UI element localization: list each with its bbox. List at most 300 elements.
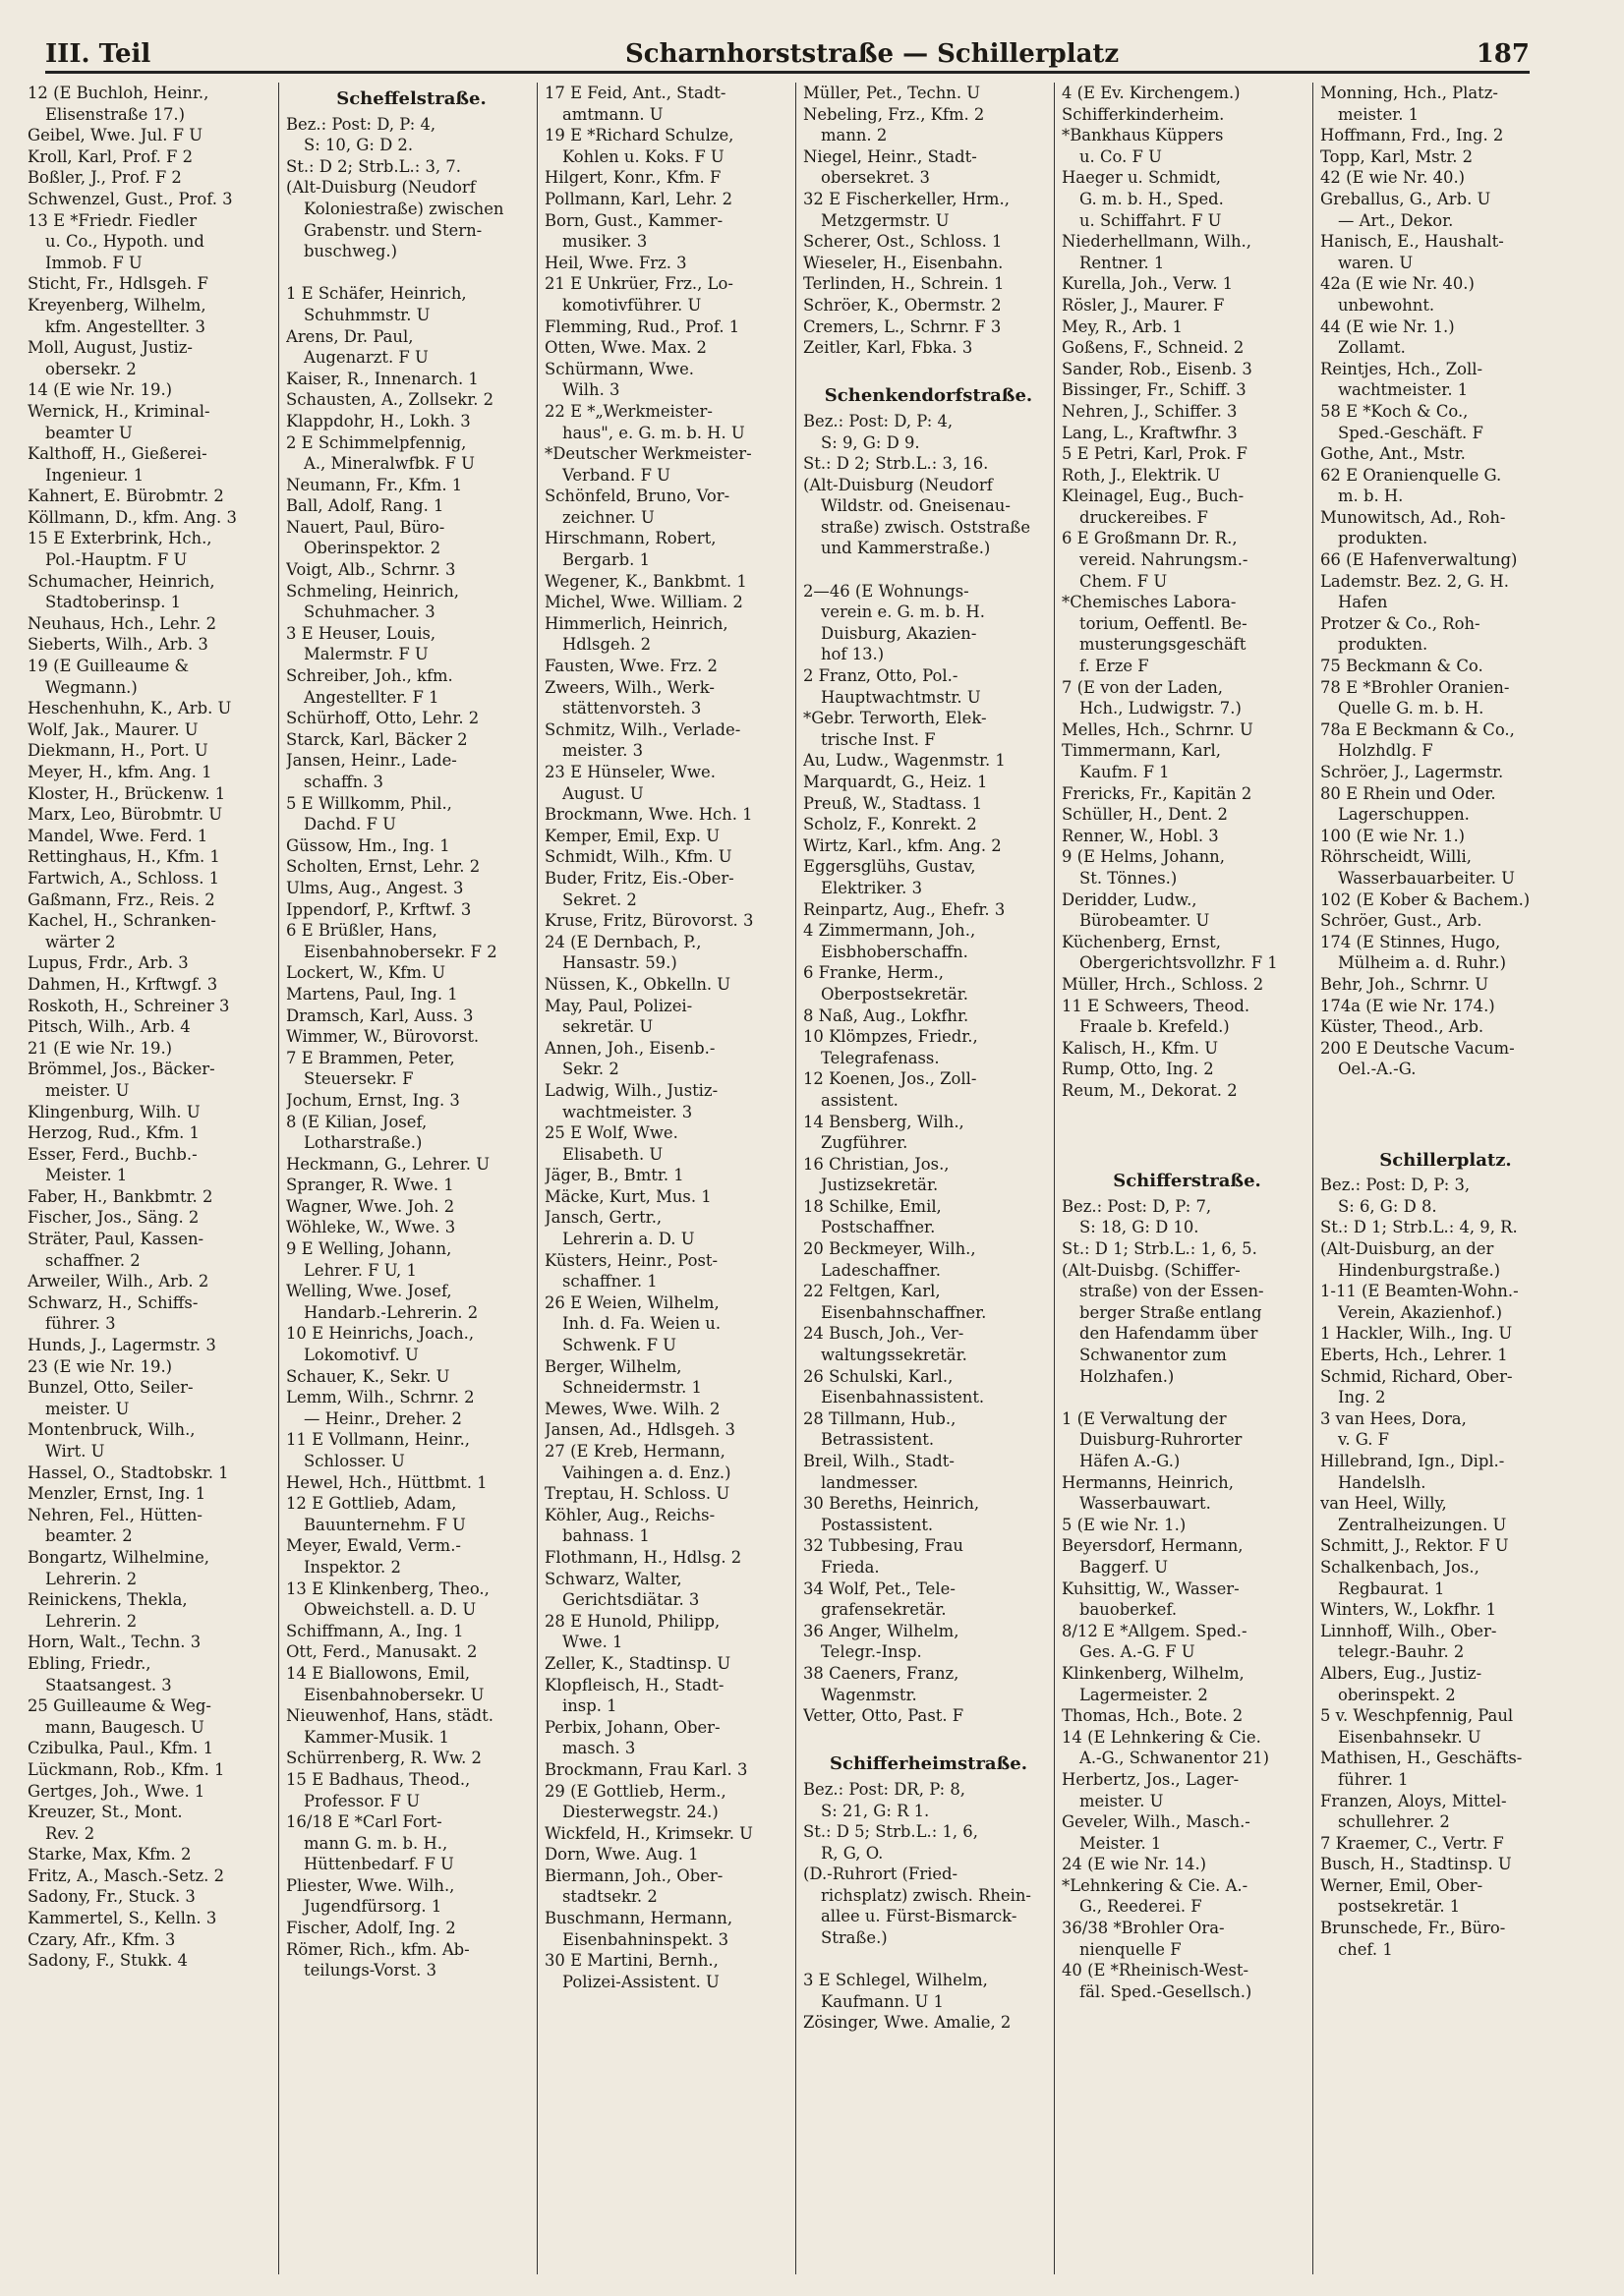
- directory-entry: *Bankhaus Küppers: [1062, 126, 1224, 145]
- directory-entry: Schreiber, Joh., kfm.: [286, 666, 453, 686]
- entry-continuation: Professor. F U: [304, 1791, 421, 1810]
- directory-entry: [1062, 1387, 1312, 1408]
- directory-entry: Mathisen, H., Geschäfts-: [1320, 1749, 1523, 1768]
- entry-continuation: Lehrerin. 2: [45, 1611, 138, 1631]
- directory-entry: Schmid, Richard, Ober-: [1320, 1366, 1513, 1386]
- directory-entry: Jochum, Ernst, Ing. 3: [286, 1090, 460, 1110]
- column-1: [28, 83, 279, 2274]
- directory-entry: Deridder, Ludw.,: [1062, 890, 1197, 909]
- entry-continuation: S: 6, G: D 8.: [1338, 1196, 1437, 1216]
- directory-entry: Kaiser, R., Innenarch. 1: [286, 369, 479, 388]
- entry-continuation: Fraale b. Krefeld.): [1079, 1017, 1230, 1037]
- directory-entry: 25 Guilleaume & Weg-: [28, 1696, 211, 1716]
- directory-entry: [803, 359, 1054, 380]
- directory-entry: 12 E Gottlieb, Adam,: [286, 1494, 457, 1514]
- directory-entry: Esser, Ferd., Buchb.-: [28, 1144, 198, 1164]
- entry-continuation: meister. U: [45, 1399, 130, 1418]
- directory-entry: *Chemisches Labora-: [1062, 593, 1237, 612]
- directory-entry: St.: D 2; Strb.L.: 3, 7.: [286, 156, 461, 176]
- entry-continuation: Zentralheizungen. U: [1338, 1515, 1507, 1534]
- directory-entry: Gothe, Ant., Mstr.: [1320, 444, 1466, 464]
- directory-entry: Köhler, Aug., Reichs-: [545, 1505, 716, 1524]
- entry-continuation: Kaufm. F 1: [1079, 763, 1170, 781]
- directory-entry: 7 (E von der Laden,: [1062, 677, 1223, 697]
- directory-entry: 6 E Großmann Dr. R.,: [1062, 529, 1238, 548]
- entry-continuation: wachtmeister. 3: [562, 1102, 693, 1121]
- entry-continuation: Schwanentor zum: [1079, 1346, 1227, 1365]
- directory-entry: Schürhoff, Otto, Lehr. 2: [286, 709, 480, 728]
- directory-entry: Herzog, Rud., Kfm. 1: [28, 1123, 200, 1143]
- entry-continuation: Chem. F U: [1079, 571, 1168, 591]
- entry-continuation: Wilh. 3: [562, 380, 620, 400]
- directory-entry: 2 E Schimmelpfennig,: [286, 432, 467, 452]
- entry-continuation: landmesser.: [821, 1472, 919, 1492]
- entry-continuation: Inspektor. 2: [304, 1557, 401, 1577]
- entry-continuation: G. m. b. H., Sped.: [1079, 189, 1224, 208]
- directory-entry: (Alt-Duisbg. (Schiffer-: [1062, 1260, 1241, 1280]
- directory-entry: 27 (E Kreb, Hermann,: [545, 1442, 725, 1461]
- directory-entry: Schmitz, Wilh., Verlade-: [545, 719, 741, 739]
- directory-entry: 78a E Beckmann & Co.,: [1320, 719, 1515, 739]
- directory-entry: Schauer, K., Sekr. U: [286, 1366, 450, 1386]
- entry-continuation: telegr.-Bauhr. 2: [1338, 1642, 1465, 1662]
- directory-entry: Starke, Max, Kfm. 2: [28, 1845, 192, 1865]
- entry-continuation: stadtsekr. 2: [562, 1887, 658, 1907]
- entry-continuation: Wirt. U: [45, 1442, 105, 1461]
- directory-entry: Lockert, W., Kfm. U: [286, 963, 446, 983]
- directory-entry: 36 Anger, Wilhelm,: [803, 1621, 959, 1640]
- entry-continuation: Inh. d. Fa. Weien u.: [562, 1314, 722, 1334]
- directory-entry: Martens, Paul, Ing. 1: [286, 984, 458, 1004]
- entry-continuation: Elisabeth. U: [562, 1144, 664, 1164]
- entry-continuation: Ges. A.-G. F U: [1079, 1642, 1195, 1662]
- entry-continuation: wachtmeister. 1: [1338, 380, 1469, 400]
- directory-entry: Mey, R., Arb. 1: [1062, 316, 1183, 336]
- entry-continuation: oberinspekt. 2: [1338, 1685, 1456, 1704]
- entry-continuation: Quelle G. m. b. H.: [1338, 699, 1484, 718]
- directory-entry: 13 E Klinkenberg, Theo.,: [286, 1578, 490, 1598]
- entry-continuation: — Heinr., Dreher. 2: [304, 1408, 462, 1428]
- entry-continuation: Ing. 2: [1338, 1388, 1386, 1407]
- directory-entry: 9 (E Helms, Johann,: [1062, 847, 1225, 867]
- directory-entry: Diekmann, H., Port. U: [28, 741, 208, 761]
- entry-continuation: obersekr. 2: [45, 359, 137, 378]
- entry-continuation: straße) von der Essen-: [1079, 1282, 1264, 1301]
- directory-entry: 4 (E Ev. Kirchengem.): [1062, 84, 1241, 102]
- directory-entry: Kloster, H., Brückenw. 1: [28, 783, 226, 803]
- directory-entry: Niegel, Heinr., Stadt-: [803, 146, 977, 166]
- entry-continuation: vereid. Nahrungsm.-: [1079, 550, 1248, 570]
- directory-entry: Kroll, Karl, Prof. F 2: [28, 146, 194, 166]
- directory-entry: Jansen, Ad., Hdlsgeh. 3: [545, 1420, 735, 1440]
- directory-entry: 28 E Hunold, Philipp,: [545, 1611, 721, 1631]
- directory-entry: Marx, Leo, Bürobmtr. U: [28, 805, 223, 825]
- directory-entry: 14 E Biallowons, Emil,: [286, 1663, 471, 1683]
- entry-continuation: hof 13.): [821, 645, 885, 664]
- entry-continuation: f. Erze F: [1079, 657, 1149, 676]
- directory-entry: Brunschede, Fr., Büro-: [1320, 1919, 1506, 1938]
- directory-entry: Klopfleisch, H., Stadt-: [545, 1675, 725, 1694]
- directory-entry: Arweiler, Wilh., Arb. 2: [28, 1272, 209, 1292]
- directory-entry: Fischer, Jos., Säng. 2: [28, 1208, 200, 1228]
- directory-entry: Menzler, Ernst, Ing. 1: [28, 1484, 206, 1504]
- directory-entry: Scherer, Ost., Schloss. 1: [803, 232, 1003, 252]
- directory-entry: Kemper, Emil, Exp. U: [545, 826, 721, 845]
- directory-entry: Heschenhuhn, K., Arb. U: [28, 699, 232, 718]
- directory-entry: 29 (E Gottlieb, Herm.,: [545, 1781, 726, 1801]
- entry-continuation: Lagermeister. 2: [1079, 1685, 1208, 1704]
- directory-entry: Winters, W., Lokfhr. 1: [1320, 1600, 1497, 1620]
- directory-entry: 62 E Oranienquelle G.: [1320, 465, 1502, 485]
- directory-entry: Werner, Emil, Ober-: [1320, 1875, 1483, 1895]
- entry-continuation: Pol.-Hauptm. F U: [45, 550, 188, 570]
- entry-continuation: beamter U: [45, 423, 133, 442]
- entry-continuation: Mülheim a. d. Ruhr.): [1338, 953, 1507, 973]
- entry-continuation: musiker. 3: [562, 232, 648, 252]
- directory-entry: Boßler, J., Prof. F 2: [28, 168, 182, 188]
- entry-continuation: m. b. H.: [1338, 487, 1404, 506]
- directory-entry: 7 Kraemer, C., Vertr. F: [1320, 1833, 1504, 1853]
- directory-entry: Mewes, Wwe. Wilh. 2: [545, 1399, 721, 1418]
- directory-entry: Munowitsch, Ad., Roh-: [1320, 507, 1506, 527]
- directory-entry: 12 Koenen, Jos., Zoll-: [803, 1069, 977, 1089]
- directory-entry: Schürmann, Wwe.: [545, 359, 694, 378]
- entry-continuation: schaffn. 3: [304, 773, 383, 791]
- directory-entry: 32 Tubbesing, Frau: [803, 1536, 963, 1556]
- directory-entry: Gertges, Joh., Wwe. 1: [28, 1781, 205, 1801]
- directory-entry: 174a (E wie Nr. 174.): [1320, 996, 1495, 1015]
- directory-entry: Goßens, F., Schneid. 2: [1062, 338, 1245, 358]
- directory-entry: Meyer, Ewald, Verm.-: [286, 1536, 461, 1556]
- directory-entry: 1 E Schäfer, Heinrich,: [286, 284, 467, 304]
- directory-entry: Küsters, Heinr., Post-: [545, 1250, 719, 1270]
- directory-entry: Heil, Wwe. Frz. 3: [545, 253, 687, 272]
- entry-continuation: S: 10, G: D 2.: [304, 136, 414, 155]
- directory-entry: *Deutscher Werkmeister-: [545, 444, 752, 464]
- directory-entry: Born, Gust., Kammer-: [545, 210, 724, 230]
- entry-continuation: musterungsgeschäft: [1079, 635, 1247, 655]
- directory-entry: Eberts, Hch., Lehrer. 1: [1320, 1346, 1508, 1365]
- entry-continuation: Sekr. 2: [562, 1060, 619, 1079]
- directory-entry: Roth, J., Elektrik. U: [1062, 465, 1221, 485]
- directory-entry: Buder, Fritz, Eis.-Ober-: [545, 868, 734, 888]
- directory-entry: 11 E Vollmann, Heinr.,: [286, 1430, 471, 1450]
- directory-entry: Linnhoff, Wilh., Ober-: [1320, 1621, 1497, 1640]
- entry-continuation: meister. 3: [562, 741, 644, 761]
- directory-entry: Greballus, G., Arb. U: [1320, 189, 1491, 208]
- directory-entry: 100 (E wie Nr. 1.): [1320, 826, 1466, 845]
- directory-entry: Lemm, Wilh., Schrnr. 2: [286, 1388, 475, 1407]
- entry-continuation: Oberpostsekretär.: [821, 984, 969, 1004]
- directory-entry: St.: D 1; Strb.L.: 4, 9, R.: [1320, 1218, 1518, 1237]
- directory-entry: 3 van Hees, Dora,: [1320, 1408, 1467, 1428]
- entry-continuation: Meister. 1: [1079, 1833, 1162, 1853]
- directory-entry: Klinkenberg, Wilhelm,: [1062, 1663, 1245, 1683]
- entry-continuation: torium, Oeffentl. Be-: [1079, 613, 1247, 633]
- entry-continuation: trische Inst. F: [821, 729, 936, 749]
- entry-continuation: mann G. m. b. H.,: [304, 1833, 448, 1853]
- directory-entry: Niederhellmann, Wilh.,: [1062, 232, 1251, 252]
- directory-entry: 17 E Feid, Ant., Stadt-: [545, 84, 726, 102]
- directory-entry: Schmeling, Heinrich,: [286, 581, 459, 601]
- directory-entry: 6 E Brüßler, Hans,: [286, 921, 437, 941]
- directory-entry: Preuß, W., Stadtass. 1: [803, 793, 983, 813]
- directory-entry: Kurella, Joh., Verw. 1: [1062, 274, 1234, 294]
- entry-continuation: nienquelle F: [1079, 1939, 1182, 1959]
- directory-entry: Hirschmann, Robert,: [545, 529, 717, 548]
- entry-continuation: Lotharstraße.): [304, 1133, 423, 1153]
- directory-entry: 23 E Hünseler, Wwe.: [545, 763, 716, 781]
- directory-entry: 4 Zimmermann, Joh.,: [803, 921, 976, 941]
- directory-entry: Cremers, L., Schrnr. F 3: [803, 316, 1002, 336]
- directory-entry: Schröer, K., Obermstr. 2: [803, 295, 1002, 315]
- directory-entry: Bez.: Post: D, P: 3,: [1320, 1176, 1471, 1195]
- entry-continuation: Meister. 1: [45, 1166, 128, 1185]
- entry-continuation: stättenvorsteh. 3: [562, 699, 702, 718]
- directory-entry: 13 E *Friedr. Fiedler: [28, 210, 198, 230]
- directory-entry: Melles, Hch., Schrnr. U: [1062, 719, 1253, 739]
- entry-continuation: grafensekretär.: [821, 1600, 947, 1620]
- entry-continuation: Verband. F U: [562, 465, 670, 485]
- entry-continuation: unbewohnt.: [1338, 295, 1435, 315]
- directory-entry: Pollmann, Karl, Lehr. 2: [545, 189, 733, 208]
- directory-entry: Klappdohr, H., Lokh. 3: [286, 411, 471, 430]
- directory-entry: Schifferkinderheim.: [1062, 104, 1225, 124]
- entry-continuation: meister. 1: [1338, 104, 1420, 124]
- directory-entry: [1062, 1144, 1312, 1166]
- directory-entry: Schröer, J., Lagermstr.: [1320, 763, 1504, 781]
- directory-entry: Au, Ludw., Wagenmstr. 1: [803, 751, 1006, 771]
- directory-entry: (Alt-Duisburg (Neudorf: [286, 178, 476, 198]
- column-4: [803, 83, 1055, 2274]
- street-heading: Schifferheimstraße.: [829, 1753, 1027, 1775]
- entry-continuation: produkten.: [1338, 635, 1428, 655]
- directory-entry: Neumann, Fr., Kfm. 1: [286, 475, 463, 494]
- entry-continuation: produkten.: [1338, 529, 1428, 548]
- entry-continuation: Rentner. 1: [1079, 253, 1165, 272]
- directory-entry: 8/12 E *Allgem. Sped.-: [1062, 1621, 1247, 1640]
- directory-entry: Horn, Walt., Techn. 3: [28, 1633, 202, 1652]
- directory-entry: Schiffmann, A., Ing. 1: [286, 1621, 464, 1640]
- entry-continuation: R, G, O.: [821, 1843, 884, 1863]
- directory-entry: Flothmann, H., Hdlsg. 2: [545, 1547, 742, 1567]
- directory-entry: Himmerlich, Heinrich,: [545, 613, 728, 633]
- entry-continuation: Zugführer.: [821, 1133, 908, 1153]
- entry-continuation: Justizsekretär.: [821, 1176, 939, 1195]
- entry-continuation: August. U: [562, 783, 644, 803]
- entry-continuation: führer. 3: [45, 1314, 116, 1334]
- directory-entry: Mäcke, Kurt, Mus. 1: [545, 1186, 712, 1206]
- entry-continuation: Schuhmmstr. U: [304, 305, 431, 324]
- entry-continuation: Postassistent.: [821, 1515, 934, 1534]
- directory-entry: Albers, Eug., Justiz-: [1320, 1663, 1482, 1683]
- entry-continuation: Verein, Akazienhof.): [1338, 1302, 1502, 1322]
- directory-entry: Reinpartz, Aug., Ehefr. 3: [803, 899, 1006, 919]
- directory-entry: 3 E Schlegel, Wilhelm,: [803, 1971, 988, 1990]
- directory-entry: Lupus, Frdr., Arb. 3: [28, 953, 189, 973]
- directory-entry: Kalisch, H., Kfm. U: [1062, 1038, 1219, 1058]
- directory-entry: Dorn, Wwe. Aug. 1: [545, 1845, 699, 1865]
- directory-entry: Timmermann, Karl,: [1062, 741, 1221, 761]
- directory-entry: Berger, Wilhelm,: [545, 1356, 682, 1376]
- street-heading: Scheffelstraße.: [336, 88, 487, 109]
- entry-continuation: Eisenbahnobersekr. F 2: [304, 942, 497, 961]
- directory-entry: 26 Schulski, Karl.,: [803, 1366, 954, 1386]
- directory-entry: 80 E Rhein und Oder.: [1320, 783, 1496, 803]
- directory-entry: Hillebrand, Ign., Dipl.-: [1320, 1452, 1505, 1470]
- directory-entry: Schumacher, Heinrich,: [28, 571, 215, 591]
- directory-entry: Dramsch, Karl, Auss. 3: [286, 1005, 474, 1025]
- entry-continuation: Wegmann.): [45, 677, 138, 697]
- directory-entry: St.: D 2; Strb.L.: 3, 16.: [803, 454, 989, 474]
- directory-entry: Kammertel, S., Kelln. 3: [28, 1909, 217, 1928]
- directory-entry: *Lehnkering & Cie. A.-: [1062, 1875, 1248, 1895]
- directory-entry: 22 Feltgen, Karl,: [803, 1282, 941, 1301]
- entry-continuation: Lagerschuppen.: [1338, 805, 1470, 825]
- directory-entry: 14 Bensberg, Wilh.,: [803, 1112, 964, 1131]
- directory-entry: Güssow, Hm., Ing. 1: [286, 835, 450, 855]
- directory-entry: Schönfeld, Bruno, Vor-: [545, 487, 730, 506]
- entry-continuation: Sped.-Geschäft. F: [1338, 423, 1483, 442]
- directory-entry: Jansch, Gertr.,: [545, 1208, 663, 1228]
- directory-entry: Röhrscheidt, Willi,: [1320, 847, 1472, 867]
- directory-entry: 16/18 E *Carl Fort-: [286, 1812, 442, 1832]
- entry-continuation: u. Co., Hypoth. und: [45, 232, 204, 252]
- entry-continuation: Regbaurat. 1: [1338, 1578, 1445, 1598]
- directory-entry: *Gebr. Terworth, Elek-: [803, 709, 987, 728]
- directory-entry: 58 E *Koch & Co.,: [1320, 401, 1469, 421]
- entry-continuation: verein e. G. m. b. H.: [821, 603, 985, 622]
- entry-continuation: sekretär. U: [562, 1017, 654, 1037]
- entry-continuation: Handarb.-Lehrerin. 2: [304, 1302, 479, 1322]
- directory-entry: Biermann, Joh., Ober-: [545, 1866, 724, 1885]
- directory-entry: Kachel, H., Schranken-: [28, 911, 216, 931]
- directory-entry: 200 E Deutsche Vacum-: [1320, 1038, 1515, 1058]
- directory-entry: Lademstr. Bez. 2, G. H.: [1320, 571, 1509, 591]
- directory-entry: Kruse, Fritz, Bürovorst. 3: [545, 911, 754, 931]
- directory-entry: Schalkenbach, Jos.,: [1320, 1557, 1479, 1577]
- directory-entry: 75 Beckmann & Co.: [1320, 657, 1483, 676]
- entry-continuation: Elektriker. 3: [821, 878, 923, 897]
- entry-continuation: Schwenk. F U: [562, 1336, 676, 1355]
- entry-continuation: mann. 2: [821, 126, 888, 145]
- directory-entry: 5 (E wie Nr. 1.): [1062, 1515, 1187, 1534]
- directory-entry: Arens, Dr. Paul,: [286, 326, 414, 346]
- directory-entry: Geibel, Wwe. Jul. F U: [28, 126, 203, 145]
- directory-entry: Wöhleke, W., Wwe. 3: [286, 1218, 456, 1237]
- directory-entry: Schmidt, Wilh., Kfm. U: [545, 847, 732, 867]
- directory-entry: Scholz, F., Konrekt. 2: [803, 815, 977, 834]
- directory-entry: 24 (E Dernbach, P.,: [545, 932, 702, 951]
- directory-entry: Spranger, R. Wwe. 1: [286, 1176, 454, 1195]
- directory-entry: (Alt-Duisburg (Neudorf: [803, 475, 993, 494]
- directory-entry: 2 Franz, Otto, Pol.-: [803, 666, 958, 686]
- entry-continuation: straße) zwisch. Oststraße: [821, 517, 1031, 537]
- entry-continuation: — Art., Dekor.: [1338, 210, 1454, 230]
- directory-entry: Ball, Adolf, Rang. 1: [286, 496, 444, 516]
- directory-entry: Haeger u. Schmidt,: [1062, 168, 1222, 188]
- directory-entry: Zeitler, Karl, Fbka. 3: [803, 338, 973, 358]
- directory-entry: Hilgert, Konr., Kfm. F: [545, 168, 722, 188]
- directory-entry: Brockmann, Wwe. Hch. 1: [545, 805, 753, 825]
- entry-continuation: chef. 1: [1338, 1939, 1393, 1959]
- directory-entry: 102 (E Kober & Bachem.): [1320, 890, 1531, 909]
- entry-continuation: S: 18, G: D 10.: [1079, 1218, 1199, 1237]
- directory-entry: 78 E *Brohler Oranien-: [1320, 677, 1510, 697]
- directory-entry: Czibulka, Paul., Kfm. 1: [28, 1739, 214, 1758]
- directory-entry: Schmitt, J., Rektor. F U: [1320, 1536, 1509, 1556]
- directory-entry: 24 Busch, Joh., Ver-: [803, 1324, 964, 1344]
- entry-continuation: u. Schiffahrt. F U: [1079, 210, 1222, 230]
- directory-entry: [1062, 1122, 1312, 1144]
- entry-continuation: Jugendfürsorg. 1: [304, 1897, 442, 1917]
- directory-entry: Kahnert, E. Bürobmtr. 2: [28, 487, 224, 506]
- directory-entry: Michel, Wwe. William. 2: [545, 593, 743, 612]
- directory-entry: Sander, Rob., Eisenb. 3: [1062, 359, 1252, 378]
- directory-entry: 66 (E Hafenverwaltung): [1320, 550, 1518, 570]
- entry-continuation: Vaihingen a. d. Enz.): [562, 1463, 731, 1482]
- entry-continuation: Dachd. F U: [304, 815, 396, 834]
- entry-continuation: Gerichtsdiätar. 3: [562, 1590, 700, 1610]
- entry-continuation: Sekret. 2: [562, 890, 637, 909]
- entry-continuation: Kaufmann. U 1: [821, 1991, 944, 2011]
- directory-entry: 38 Caeners, Franz,: [803, 1663, 959, 1683]
- entry-continuation: v. G. F: [1338, 1430, 1390, 1450]
- entry-continuation: u. Co. F U: [1079, 146, 1162, 166]
- directory-entry: 16 Christian, Jos.,: [803, 1154, 950, 1174]
- directory-entry: Brockmann, Frau Karl. 3: [545, 1759, 748, 1779]
- directory-entry: 1 Hackler, Wilh., Ing. U: [1320, 1324, 1513, 1344]
- directory-entry: Nieuwenhof, Hans, städt.: [286, 1706, 493, 1726]
- directory-entry: Reintjes, Hch., Zoll-: [1320, 359, 1482, 378]
- directory-entry: [803, 559, 1054, 581]
- directory-entry: Voigt, Alb., Schrnr. 3: [286, 560, 456, 580]
- directory-entry: 15 E Badhaus, Theod.,: [286, 1769, 471, 1789]
- directory-entry: [1320, 1080, 1571, 1102]
- entry-continuation: Eisenbahnschaffner.: [821, 1302, 987, 1322]
- entry-continuation: Telegrafenass.: [821, 1048, 940, 1067]
- entry-continuation: Ingenieur. 1: [45, 465, 145, 485]
- directory-entry: Hunds, J., Lagermstr. 3: [28, 1336, 216, 1355]
- directory-entry: St.: D 5; Strb.L.: 1, 6,: [803, 1822, 978, 1842]
- directory-entry: Brömmel, Jos., Bäcker-: [28, 1060, 215, 1079]
- entry-continuation: Holzhafen.): [1079, 1366, 1175, 1386]
- page-header: [45, 37, 1530, 74]
- directory-entry: 8 (E Kilian, Josef,: [286, 1112, 428, 1131]
- directory-entry: Kleinagel, Eug., Buch-: [1062, 487, 1245, 506]
- directory-entry: Eggersglühs, Gustav,: [803, 857, 976, 877]
- directory-entry: Beyersdorf, Hermann,: [1062, 1536, 1244, 1556]
- entry-continuation: postsekretär. 1: [1338, 1897, 1461, 1917]
- directory-entry: 10 E Heinrichs, Joach.,: [286, 1324, 475, 1344]
- directory-entry: Sadony, Fr., Stuck. 3: [28, 1887, 196, 1907]
- directory-entry: Fausten, Wwe. Frz. 2: [545, 657, 718, 676]
- entry-continuation: insp. 1: [562, 1696, 617, 1716]
- directory-entry: 26 E Weien, Wilhelm,: [545, 1292, 720, 1312]
- directory-entry: Wegener, K., Bankbmt. 1: [545, 571, 747, 591]
- entry-continuation: den Hafendamm über: [1079, 1324, 1258, 1344]
- entry-continuation: Hansastr. 59.): [562, 953, 677, 973]
- entry-continuation: mann, Baugesch. U: [45, 1717, 204, 1737]
- entry-continuation: Wasserbauwart.: [1079, 1494, 1211, 1514]
- directory-entry: Nehren, J., Schiffer. 3: [1062, 401, 1238, 421]
- directory-entry: Montenbruck, Wilh.,: [28, 1420, 196, 1440]
- entry-continuation: Wildstr. od. Gneisenau-: [821, 496, 1011, 516]
- directory-entry: Ulms, Aug., Angest. 3: [286, 878, 464, 897]
- directory-entry: 42a (E wie Nr. 40.): [1320, 274, 1475, 294]
- directory-entry: Rettinghaus, H., Kfm. 1: [28, 847, 220, 867]
- directory-entry: Bissinger, Fr., Schiff. 3: [1062, 380, 1247, 400]
